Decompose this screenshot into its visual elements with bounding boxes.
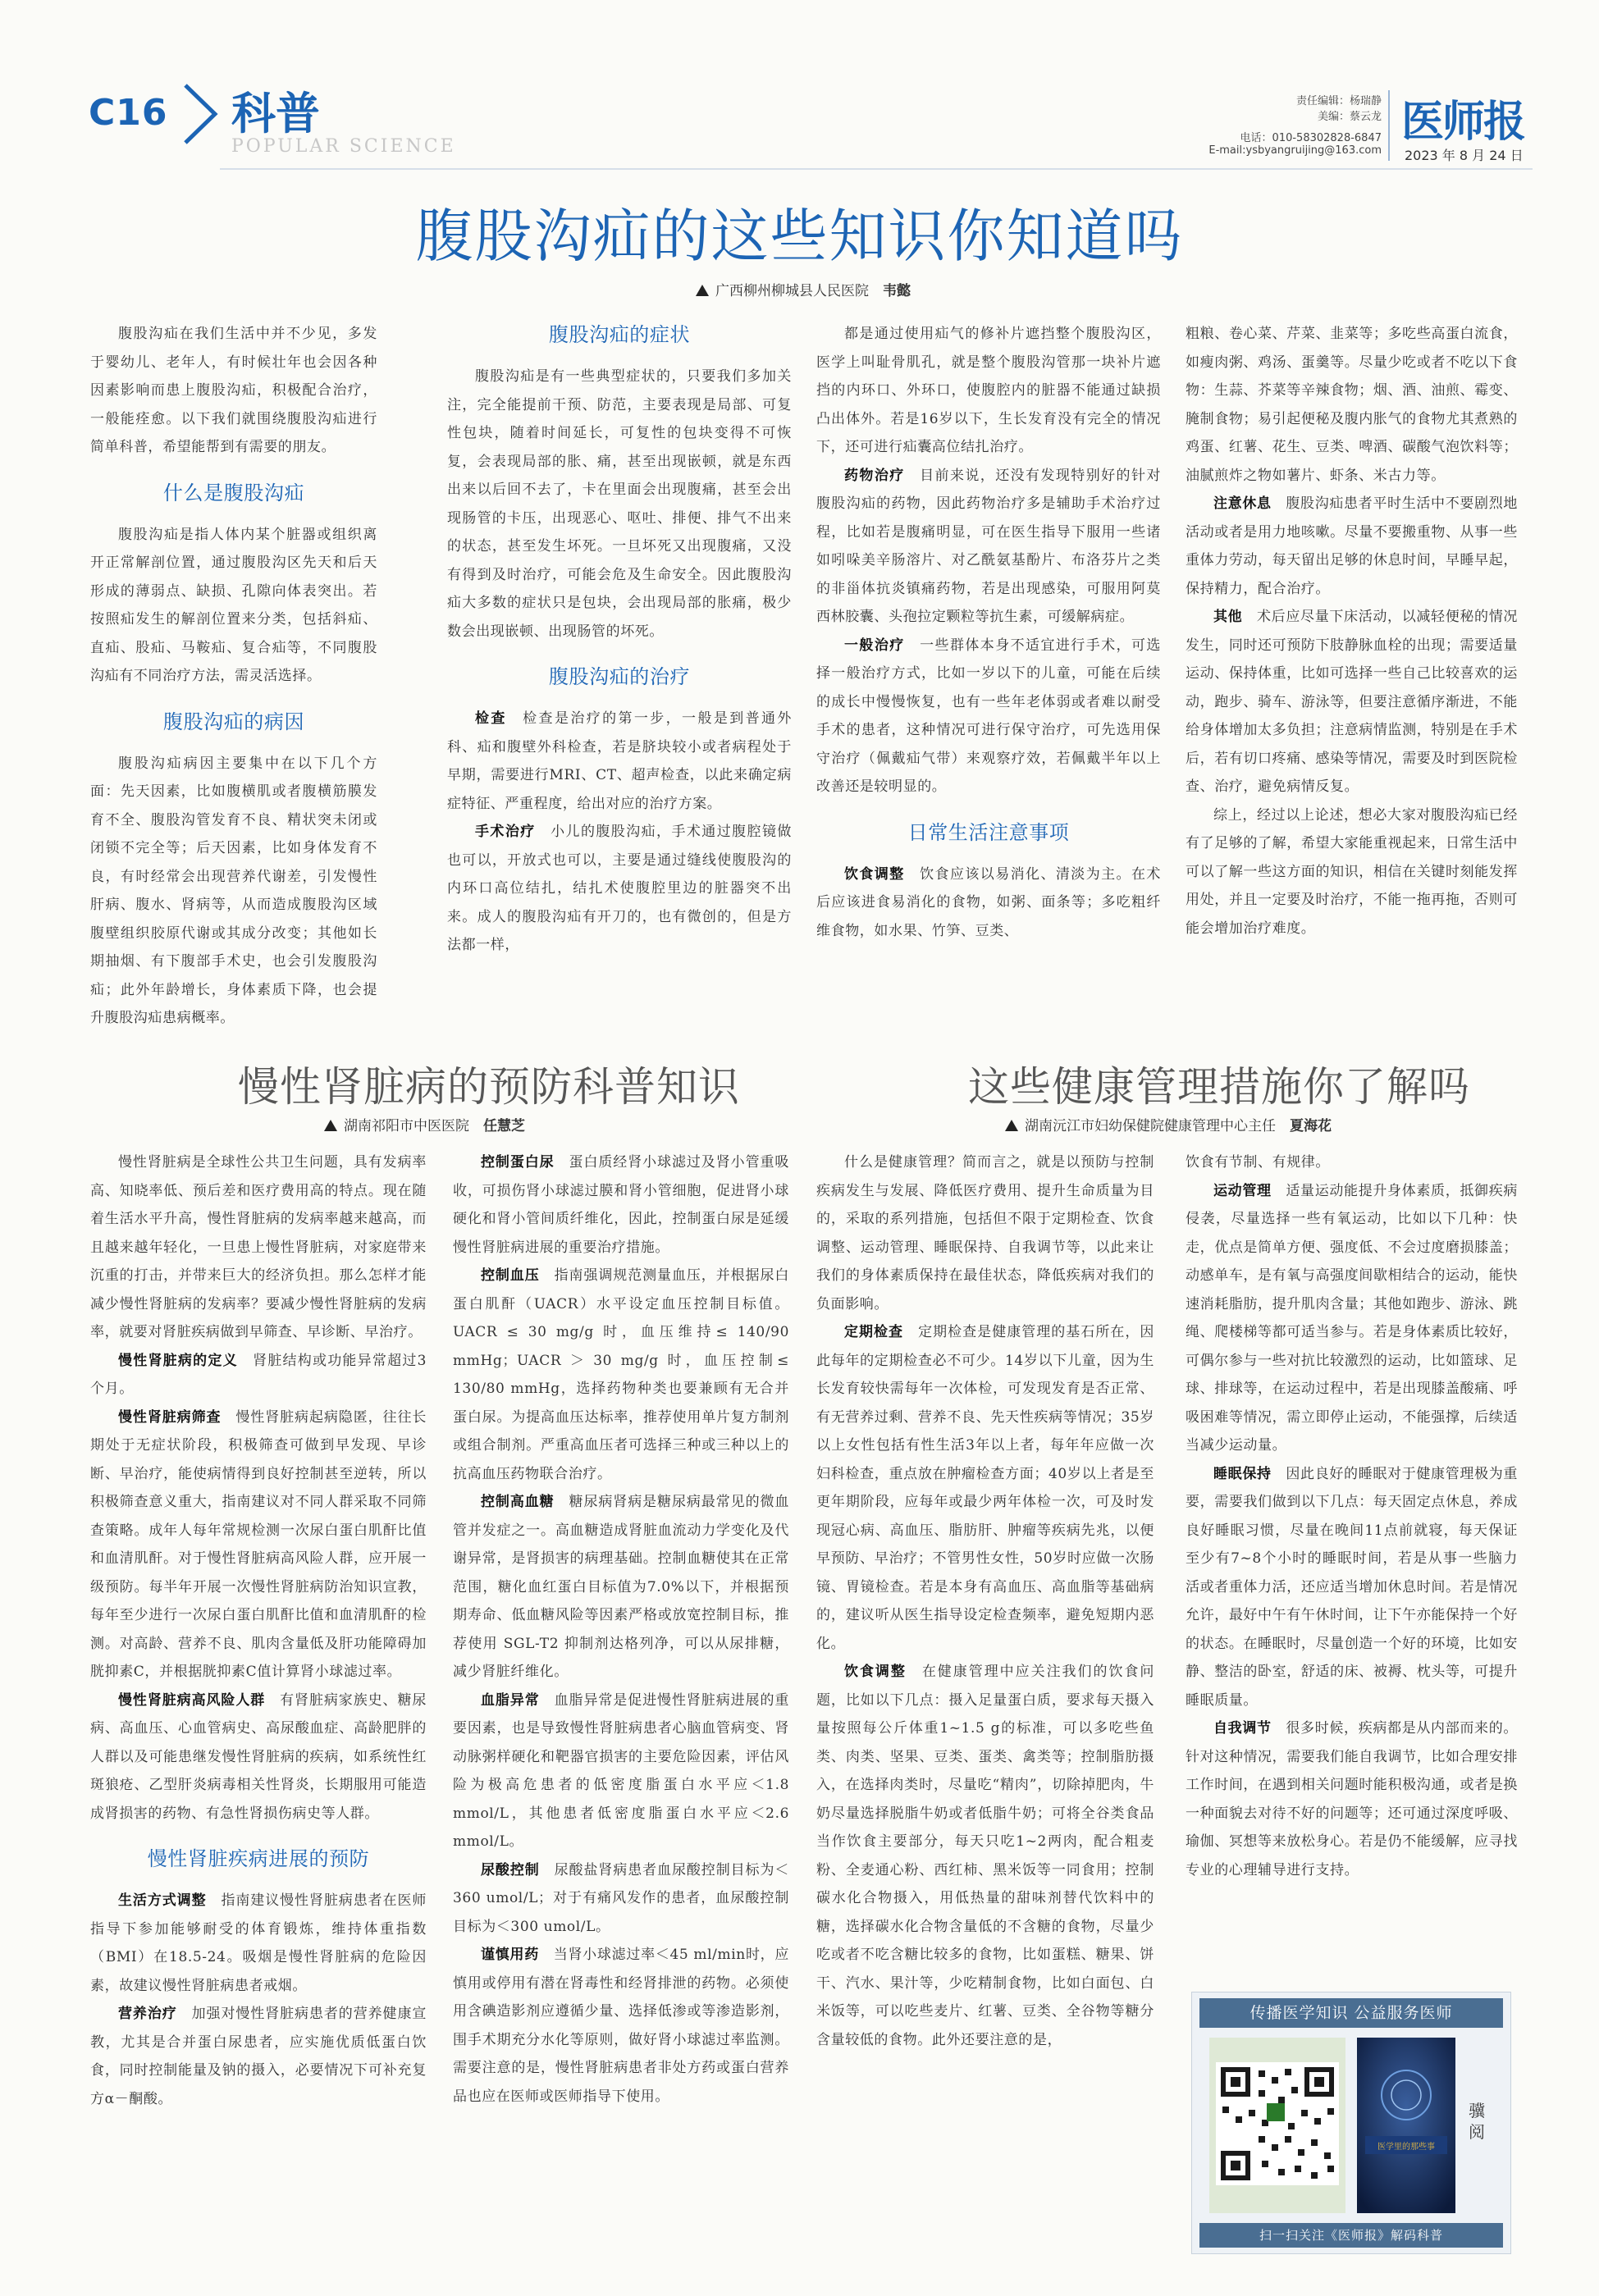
paragraph: 睡眠保持 因此良好的睡眠对于健康管理极为重要，需要我们做到以下几点：每天固定点休息，养成良好睡眠习惯，尽量在晚间11点前就寝，每天保证至少有7~8个小时的睡眠时间，若是从事一些脑力活或者重体力活，还应适当增加休息时间。若是情况允许，最好中午有午休时间，让下午亦能保持一个好的状态。在睡眠时，尽量创造一个好的环境，比如安静、整洁的卧室，舒适的床、被褥、枕头等，可提升睡眠质量。 [1186, 1465, 1518, 1709]
promo-side-text: 骥阅 [1469, 2101, 1485, 2142]
paragraph: 谨慎用药 当肾小球滤过率＜45 ml/min时，应慎用或停用有潜在肾毒性和经肾排泄的药物。必须使用含碘造影剂应遵循少量、选择低渗或等渗造影剂，围手术期充分水化等原则，做好肾小球滤过率监测。需要注意的是，慢性肾脏病患者非处方药或蛋白营养品也应在医师或医师指导下使用。 [453, 1947, 789, 2105]
header-divider [1388, 90, 1390, 161]
keyword: 自我调节 [1213, 1720, 1272, 1737]
keyword: 睡眠保持 [1213, 1465, 1272, 1482]
paragraph: 粗粮、卷心菜、芹菜、韭菜等；多吃些高蛋白流食，如瘦肉粥、鸡汤、蛋羹等。尽量少吃或者不吃以下食物：生蒜、芥菜等辛辣食物；烟、酒、油煎、霉变、腌制食物；易引起便秘及腹内胀气的食物尤其煮熟的鸡蛋、红薯、花生、豆类、啤酒、碳酸气泡饮料等；油腻煎炸之物如薯片、虾条、米古力等。 [1186, 326, 1518, 484]
paragraph: 检查 检查是治疗的第一步，一般是到普通外科、疝和腹壁外科检查，若是脐块较小或者病程处于早期，需要进行MRI、CT、超声检查，以此来确定病症特征、严重程度，给出对应的治疗方案。 [447, 710, 792, 812]
triangle-icon [1005, 1120, 1018, 1131]
paragraph: 腹股沟疝在我们生活中并不少见，多发于婴幼儿、老年人，有时候壮年也会因各种因素影响而患上腹股沟疝，积极配合治疗，一般能痊愈。以下我们就围绕腹股沟疝进行简单科普，希望能帮到有需要的朋友。 [90, 326, 377, 455]
keyword: 药物治疗 [844, 467, 905, 484]
designer-line: 美编：蔡云龙 [1317, 111, 1382, 123]
paragraph: 控制血压 指南强调规范测量血压，并根据尿白蛋白肌酐（UACR）水平设定血压控制目标值。UACR ≤ 30 mg/g 时，血压维持≤ 140/90 mmHg；UACR ＞ 30 mg/g 时，血压控制≤ 130/80 mmHg，选择药物种类也要兼顾有无合并蛋白尿。为提高血压达标率，推荐使用单片复方制剂或组合制剂。严重高血压者可选择三种或三种以上的抗高血压药物联合治疗。 [453, 1267, 789, 1482]
paragraph: 药物治疗 目前来说，还没有发现特别好的针对腹股沟疝的药物，因此药物治疗多是辅助手术治疗过程，比如若是腹痛明显，可在医生指导下服用一些诸如吲哚美辛肠溶片、对乙酰氨基酚片、布洛芬片之类的非甾体抗炎镇痛药物，若是出现感染，可服用阿莫西林胶囊、头孢拉定颗粒等抗生素，可缓解病症。 [816, 467, 1161, 625]
keyword: 营养治疗 [118, 2006, 177, 2022]
paragraph: 腹股沟疝是指人体内某个脏器或组织离开正常解剖位置，通过腹股沟区先天和后天形成的薄弱点、缺损、孔隙向体表突出。若按照疝发生的解剖位置来分类，包括斜疝、直疝、股疝、马鞍疝、复合疝等，不同腹股沟疝有不同治疗方法，需灵活选择。 [90, 526, 377, 684]
article1-column-1 [90, 320, 377, 1042]
article3-column-1 [816, 1148, 1154, 2248]
triangle-icon [696, 285, 709, 296]
article2-column-2 [453, 1148, 789, 2248]
svg-text:医学里的那些事: 医学里的那些事 [1377, 2143, 1435, 2152]
paragraph: 慢性肾脏病是全球性公共卫生问题，具有发病率高、知晓率低、预后差和医疗费用高的特点。现在随着生活水平升高，慢性肾脏病的发病率越来越高，而且越来越年轻化，一旦患上慢性肾脏病，对家庭带来沉重的打击，并带来巨大的经济负担。那么怎样才能减少慢性肾脏病的发病率？要减少慢性肾脏病的发病率，就要对肾脏疾病做到早筛查、早诊断、早治疗。 [90, 1154, 427, 1340]
keyword: 手术治疗 [475, 824, 536, 840]
section-title: 科普 [231, 88, 320, 139]
issue-date: 2023 年 8 月 24 日 [1405, 148, 1524, 163]
paragraph: 血脂异常 血脂异常是促进慢性肾脏病进展的重要因素，也是导致慢性肾脏病患者心脑血管病变、肾动脉粥样硬化和靶器官损害的主要危险因素，评估风险为极高危患者的低密度脂蛋白水平应＜1.8 mmol/L，其他患者低密度脂蛋白水平应＜2.6 mmol/L。 [453, 1691, 789, 1850]
keyword: 一般治疗 [844, 637, 905, 654]
paragraph: 一般治疗 一些群体本身不适宜进行手术，可选择一般治疗方式，比如一岁以下的儿童，可能在后续的成长中慢慢恢复，也有一些年老体弱或者难以耐受手术的患者，这种情况可进行保守治疗，可先选用保守治疗（佩戴疝气带）来观察疗效，若佩戴半年以上改善还是较明显的。 [816, 637, 1161, 795]
keyword: 控制高血糖 [481, 1494, 555, 1510]
paragraph: 腹股沟疝病因主要集中在以下几个方面：先天因素，比如腹横肌或者腹横筋膜发育不全、腹股沟管发育不良、精状突未闭或闭锁不完全等；后天因素，比如身体发育不良，有时经常会出现营养代谢差，引发慢性肝病、腹水、肾病等，从而造成腹股沟区域腹壁组织胶原代谢或其成分改变；其他如长期抽烟、有下腹部手术史，也会引发腹股沟疝；此外年龄增长，身体素质下降，也会提升腹股沟疝患病概率。 [90, 755, 377, 1026]
email-link[interactable]: E-mail:ysbyangruijing@163.com [1208, 144, 1382, 157]
subheading: 腹股沟疝的症状 [548, 323, 691, 346]
subheading: 腹股沟疝的治疗 [548, 665, 691, 688]
paragraph: 尿酸控制 尿酸盐肾病患者血尿酸控制目标为＜360 umol/L；对于有痛风发作的患者，血尿酸控制目标为＜300 umol/L。 [453, 1861, 789, 1935]
subheading: 日常生活注意事项 [907, 820, 1070, 844]
keyword: 血脂异常 [481, 1691, 540, 1709]
keyword: 饮食调整 [844, 1664, 907, 1680]
paragraph: 饮食有节制、有规律。 [1186, 1154, 1330, 1171]
paragraph: 自我调节 很多时候，疾病都是从内部而来的。针对这种情况，需要我们能自我调节，比如合理安排工作时间，在遇到相关问题时能积极沟通，或者是换一种面貌去对待不好的问题等；还可通过深度呼吸、瑜伽、冥想等来放松身心。若是仍不能缓解，应寻找专业的心理辅导进行支持。 [1186, 1720, 1518, 1878]
paragraph: 其他 术后应尽量下床活动，以减轻便秘的情况发生，同时还可预防下肢静脉血栓的出现；需要适量运动、保持体重，比如可选择一些自己比较喜欢的运动，跑步、骑车、游泳等，但要注意循序渐进，不能给身体增加太多负担；注意病情监测，特别是在手术后，若有切口疼痛、感染等情况，需要及时到医院检查、治疗，避免病情反复。 [1186, 609, 1518, 795]
page-number: C16 [89, 92, 168, 134]
paragraph: 都是通过使用疝气的修补片遮挡整个腹股沟区，医学上叫耻骨肌孔，就是整个腹股沟管那一块补片遮挡的内环口、外环口，使腹腔内的脏器不能通过缺损凸出体外。若是16岁以下，生长发育没有完全的情况下，还可进行疝囊高位结扎治疗。 [816, 326, 1161, 455]
keyword: 其他 [1213, 609, 1243, 625]
keyword: 控制蛋白尿 [481, 1154, 555, 1171]
paragraph: 什么是健康管理？简而言之，就是以预防与控制疾病发生与发展、降低医疗费用、提升生命质量为目的，采取的系列措施，包括但不限于定期检查、饮食调整、运动管理、睡眠保持、自我调节等，以此来让我们的身体素质保持在最佳状态，降低疾病对我们的负面影响。 [816, 1154, 1154, 1312]
paragraph: 腹股沟疝是有一些典型症状的，只要我们多加关注，完全能提前干预、防范，主要表现是局部、可复性包块，随着时间延长，可复性的包块变得不可恢复，会表现局部的胀、痛，甚至出现嵌顿，就是东西出来以后回不去了，卡在里面会出现腹痛，甚至会出现肠管的卡压，出现恶心、呕吐、排便、排气不出来的状态，甚至发生坏死。一旦坏死又出现腹痛，又没有得到及时治疗，可能会危及生命安全。因此腹股沟疝大多数的症状只是包块，会出现局部的胀痛，极少数会出现嵌顿、出现肠管的坏死。 [447, 368, 792, 640]
paragraph: 定期检查 定期检查是健康管理的基石所在，因此每年的定期检查必不可少。14岁以下儿童，因为生长发育较快需每年一次体检，可发现发育是否正常、有无营养过剩、营养不良、先天性疾病等情况；35岁以上女性包括有性生活3年以上者，每年年应做一次妇科检查，重点放在肿瘤检查方面；40岁以上者是至更年期阶段，应每年或最少两年体检一次，可及时发现冠心病、高血压、脂肪肝、肿瘤等疾病先兆，以便早预防、早治疗；不管男性女性，50岁时应做一次肠镜、胃镜检查。若是本身有高血压、高血脂等基础病的，建议听从医生指导设定检查频率，避免短期内恶化。 [816, 1324, 1154, 1652]
subheading: 什么是腹股沟疝 [162, 481, 305, 504]
keyword: 控制血压 [481, 1267, 540, 1284]
paper-logo: 医师报 [1401, 97, 1525, 147]
triangle-icon [324, 1120, 337, 1131]
subheading: 慢性肾脏疾病进展的预防 [147, 1847, 370, 1870]
article3-title: 这些健康管理措施你了解吗 [968, 1063, 1470, 1111]
article1-title: 腹股沟疝的这些知识你知道吗 [415, 203, 1184, 270]
paragraph: 慢性肾脏病的定义 肾脏结构或功能异常超过3个月。 [90, 1352, 427, 1397]
promo-footer: 扫一扫关注《医师报》解码科普 [1199, 2223, 1503, 2248]
article1-column-3 [816, 320, 1161, 1042]
article1-byline: 广西柳州柳城县人民医院 韦懿 [696, 279, 911, 299]
paragraph: 慢性肾脏病筛查 慢性肾脏病起病隐匿，往往长期处于无症状阶段，积极筛查可做到早发现、早诊断、早治疗，能使病情得到良好控制甚至逆转，所以积极筛查意义重大，指南建议对不同人群采取不同筛查策略。成年人每年常规检测一次尿白蛋白肌酐比值和血清肌酐。对于慢性肾脏病高风险人群，应开展一级预防。每半年开展一次慢性肾脏病防治知识宣教，每年至少进行一次尿白蛋白肌酐比值和血清肌酐的检测。对高龄、营养不良、肌肉含量低及肝功能障碍加胱抑素C，并根据胱抑素C值计算肾小球滤过率。 [90, 1408, 427, 1680]
keyword: 谨慎用药 [481, 1947, 539, 1963]
paragraph: 综上，经过以上论述，想必大家对腹股沟疝已经有了足够的了解，希望大家能重视起来，日常生活中可以了解一些这方面的知识，相信在关键时刻能发挥用处，并且一定要及时治疗，不能一拖再拖，否则可能会增加治疗难度。 [1186, 806, 1518, 937]
keyword: 慢性肾脏病筛查 [118, 1408, 222, 1426]
paragraph: 手术治疗 小儿的腹股沟疝，手术通过腹腔镜做也可以，开放式也可以，主要是通过缝线使腹股沟的内环口高位结扎，结扎术使腹腔里边的脏器突不出来。成人的腹股沟疝有开刀的，也有微创的，但是方法都一样， [447, 824, 792, 953]
article2-byline: 湖南祁阳市中医医院 任慧芝 [324, 1114, 525, 1134]
paragraph: 注意休息 腹股沟疝患者平时生活中不要剧烈地活动或者是用力地咳嗽。尽量不要搬重物、从事一些重体力劳动，每天留出足够的休息时间，早睡早起，保持精力，配合治疗。 [1186, 495, 1518, 597]
paragraph: 控制高血糖 糖尿病肾病是糖尿病最常见的微血管并发症之一。高血糖造成肾脏血流动力学变化及代谢异常，是肾损害的病理基础。控制血糖使其在正常范围，糖化血红蛋白目标值为7.0%以下，并根据预期寿命、低血糖风险等因素严格或放宽控制目标，推荐使用 SGL-T2 抑制剂达格列净，可以从尿排糖，减少肾脏纤维化。 [453, 1494, 789, 1680]
article2-column-1 [90, 1148, 427, 2248]
article2-title: 慢性肾脏病的预防科普知识 [238, 1063, 740, 1111]
keyword: 定期检查 [844, 1324, 904, 1340]
keyword: 生活方式调整 [118, 1892, 207, 1909]
poster-image [1357, 2038, 1455, 2213]
article3-column-2 [1186, 1148, 1518, 1981]
header-rule [220, 168, 1533, 170]
article3-byline: 湖南沅江市妇幼保健院健康管理中心主任 夏海花 [1005, 1114, 1332, 1134]
keyword: 慢性肾脏病的定义 [118, 1352, 238, 1369]
article1-column-4 [1186, 320, 1518, 1042]
section-subtitle: POPULAR SCIENCE [231, 136, 456, 157]
phone-line: 电话：010-58302828-6847 [1240, 132, 1382, 144]
paragraph: 运动管理 适量运动能提升身体素质，抵御疾病侵袭，尽量选择一些有氧运动，比如以下几种：快走，优点是简单方便、强度低、不会过度磨损膝盖；动感单车，是有氧与高强度间歇相结合的运动，能快速消耗脂肪，提升肌肉含量；其他如跑步、游泳、跳绳、爬楼梯等都可适当参与。若是身体素质比较好，可偶尔参与一些对抗比较激烈的运动，比如篮球、足球、排球等，在运动过程中，若是出现膝盖酸痛、呼吸困难等情况，需立即停止运动，不能强撑，后续适当减少运动量。 [1186, 1182, 1518, 1454]
promo-header: 传播医学知识 公益服务医师 [1199, 1998, 1503, 2028]
subheading: 腹股沟疝的病因 [162, 710, 305, 733]
keyword: 慢性肾脏病高风险人群 [118, 1691, 266, 1709]
keyword: 检查 [475, 710, 507, 727]
paragraph: 营养治疗 加强对慢性肾脏病患者的营养健康宣教，尤其是合并蛋白尿患者，应实施优质低蛋白饮食，同时控制能量及钠的摄入，必要情况下可补充复方α－酮酸。 [90, 2006, 427, 2107]
paragraph: 慢性肾脏病高风险人群 有肾脏病家族史、糖尿病、高血压、心血管病史、高尿酸血症、高龄肥胖的人群以及可能患继发慢性肾脏病的疾病，如系统性红斑狼疮、乙型肝炎病毒相关性肾炎，长期服用可能造成肾损害的药物、有急性肾损伤病史等人群。 [90, 1691, 427, 1822]
article1-column-2 [447, 320, 792, 1042]
paragraph: 生活方式调整 指南建议慢性肾脏病患者在医师指导下参加能够耐受的体育锻炼，维持体重指数（BMI）在18.5-24。吸烟是慢性肾脏病的危险因素，故建议慢性肾脏病患者戒烟。 [90, 1892, 427, 1994]
editor-line: 责任编辑：杨瑞静 [1295, 95, 1382, 107]
keyword: 运动管理 [1213, 1182, 1272, 1199]
paragraph: 控制蛋白尿 蛋白质经肾小球滤过及肾小管重吸收，可损伤肾小球滤过膜和肾小管细胞，促进肾小球硬化和肾小管间质纤维化，因此，控制蛋白尿是延缓慢性肾脏病进展的重要治疗措施。 [453, 1154, 789, 1256]
keyword: 饮食调整 [844, 865, 905, 883]
keyword: 注意休息 [1213, 495, 1272, 512]
keyword: 尿酸控制 [481, 1861, 540, 1878]
chevron-right-icon [179, 82, 222, 146]
paragraph: 饮食调整 在健康管理中应关注我们的饮食问题，比如以下几点：摄入足量蛋白质，要求每天摄入量按照每公斤体重1~1.5 g的标准，可以多吃些鱼类、肉类、坚果、豆类、蛋类、禽类等；控制脂肪摄入，在选择肉类时，尽量吃“精肉”，切除掉肥肉，牛奶尽量选择脱脂牛奶或者低脂牛奶；可将全谷类食品当作饮食主要部分，每天只吃1~2两肉，配合粗麦粉、全麦通心粉、西红柿、黑米饭等一同食用；控制碳水化合物摄入，用低热量的甜味剂替代饮料中的糖，选择碳水化合物含量低的不含糖的食物，尽量少吃或者不吃含糖比较多的食物，比如蛋糕、糖果、饼干、汽水、果汁等，少吃精制食物，比如白面包、白米饭等，可以吃些麦片、红薯、豆类、全谷物等糖分含量较低的食物。此外还要注意的是， [816, 1664, 1154, 2048]
paragraph: 饮食调整 饮食应该以易消化、清淡为主。在术后应该进食易消化的食物，如粥、面条等；多吃粗纤维食物，如水果、竹笋、豆类、 [816, 865, 1161, 939]
qr-code-icon[interactable] [1209, 2038, 1345, 2213]
